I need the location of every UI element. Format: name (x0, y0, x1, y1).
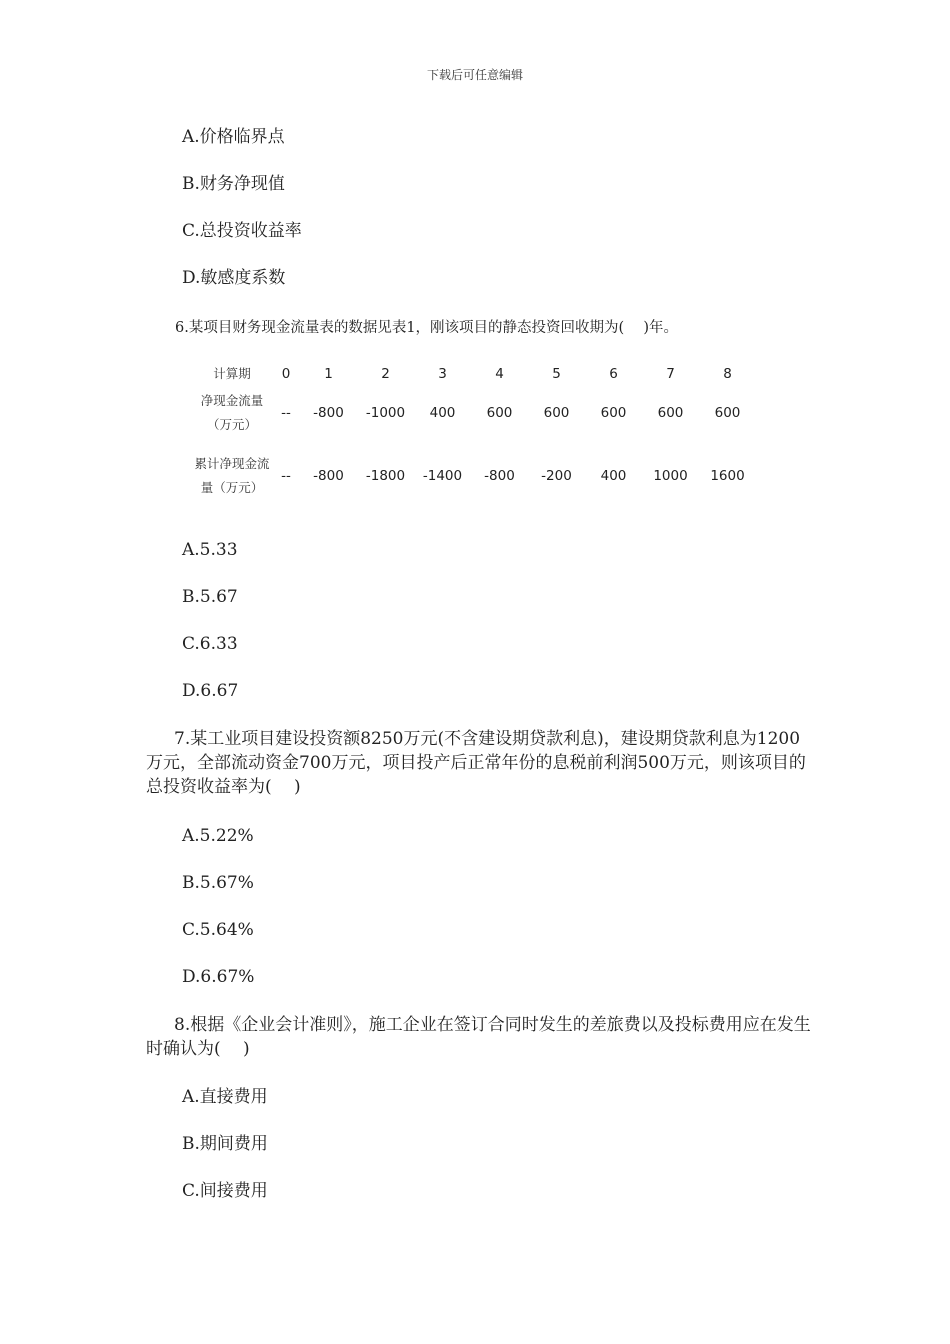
q6-option-a: A.5.33 (182, 540, 238, 560)
table-cell: -- (281, 468, 291, 484)
cash-flow-table (192, 360, 756, 514)
page-header: 下载后可任意编辑 (426, 68, 523, 82)
period-cell: 0 (281, 366, 291, 382)
q8-option-b: B.期间费用 (182, 1134, 268, 1154)
q5-option-b: B.财务净现值 (182, 174, 285, 194)
table-row (192, 360, 756, 388)
q5-option-c: C.总投资收益率 (182, 221, 302, 241)
q7-option-c: C.5.64% (182, 920, 254, 940)
period-cell: 8 (723, 366, 732, 382)
table-cell: 400 (429, 405, 456, 421)
table-header-label: 计算期 (213, 366, 251, 381)
q8-option-c: C.间接费用 (182, 1181, 268, 1201)
row-label: 净现金流量（万元） (200, 393, 264, 432)
table-cell: 600 (600, 405, 627, 421)
table-cell: -1400 (422, 468, 463, 484)
question-8-text: 8.根据《企业会计准则》，施工企业在签订合同时发生的差旅费以及投标费用应在发生时确认为( ) (146, 1015, 811, 1059)
q7-option-d: D.6.67% (182, 967, 255, 987)
q6-option-b: B.5.67 (182, 587, 238, 607)
table-cell: 600 (657, 405, 684, 421)
table-cell: 1000 (653, 468, 688, 484)
question-6-text: 6.某项目财务现金流量表的数据见表1，刚该项目的静态投资回收期为( )年。 (175, 320, 678, 336)
period-cell: 2 (381, 366, 390, 382)
table-cell: 600 (543, 405, 570, 421)
table-cell: 1600 (710, 468, 745, 484)
table-cell: -- (281, 405, 291, 421)
q8-option-a: A.直接费用 (182, 1087, 268, 1107)
table-row (192, 388, 756, 438)
period-cell: 4 (495, 366, 504, 382)
table-row (192, 438, 756, 514)
period-cell: 1 (324, 366, 333, 382)
q7-option-a: A.5.22% (182, 826, 254, 846)
row-label: 累计净现金流量（万元） (194, 456, 270, 495)
period-cell: 5 (552, 366, 561, 382)
q6-option-c: C.6.33 (182, 634, 238, 654)
period-cell: 3 (438, 366, 447, 382)
period-cell: 6 (609, 366, 618, 382)
q5-option-a: A.价格临界点 (182, 127, 285, 147)
table-cell: 600 (486, 405, 513, 421)
table-cell: -200 (541, 468, 572, 484)
period-cell: 7 (666, 366, 675, 382)
table-cell: -800 (313, 405, 344, 421)
table-cell: -1800 (365, 468, 406, 484)
table-cell: 400 (600, 468, 627, 484)
q5-option-d: D.敏感度系数 (182, 268, 286, 288)
q6-option-d: D.6.67 (182, 681, 239, 701)
question-7-text: 7.某工业项目建设投资额8250万元(不含建设期贷款利息)，建设期贷款利息为1200万元，全部流动资金700万元，项目投产后正常年份的息税前利润500万元，则该项目的总投资收益率为( ) (146, 729, 806, 797)
table-cell: 600 (714, 405, 741, 421)
table-cell: -800 (313, 468, 344, 484)
table-cell: -800 (484, 468, 515, 484)
table-cell: -1000 (365, 405, 406, 421)
q7-option-b: B.5.67% (182, 873, 254, 893)
